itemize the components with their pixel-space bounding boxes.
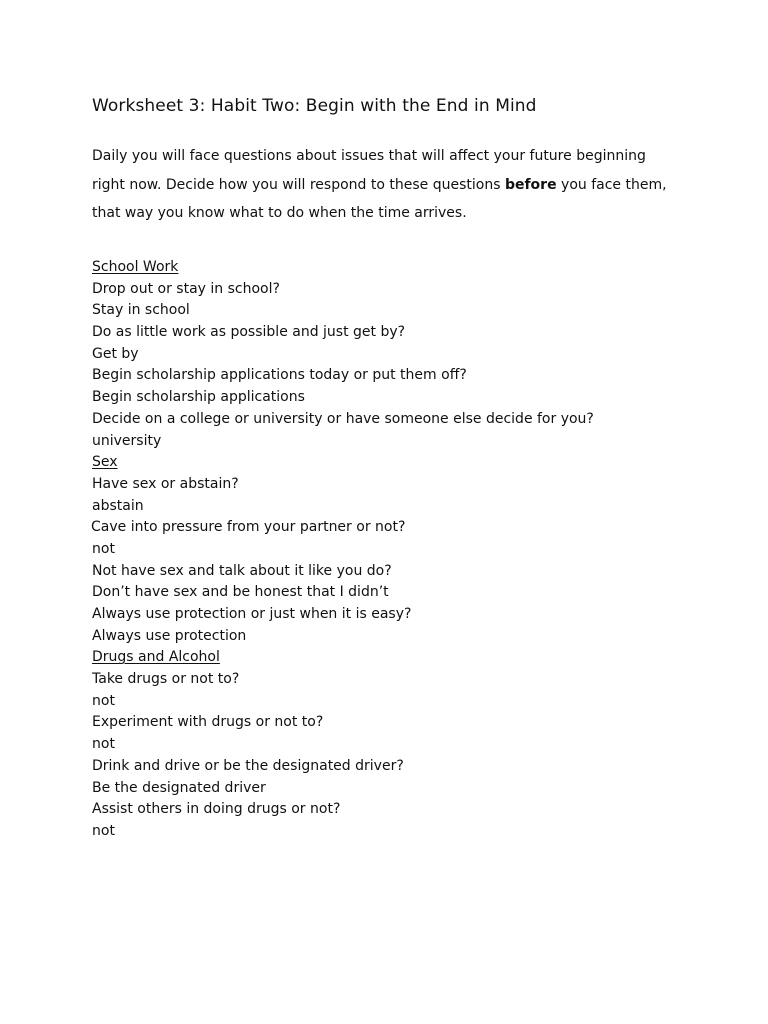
answer-line: not [92, 540, 115, 557]
answer-line: Begin scholarship applications [92, 389, 305, 406]
intro-line-3: that way you know what to do when the time arrives. [92, 205, 467, 221]
answer-line: Always use protection [92, 627, 247, 644]
intro-line-1: Daily you will face questions about issues that will affect your future beginning [92, 148, 646, 164]
answer-line: university [92, 432, 162, 449]
intro-emphasis-before: before [504, 176, 557, 193]
answer-line: not [92, 692, 115, 709]
answer-line: abstain [92, 497, 144, 514]
answer-line: Don’t have sex and be honest that I didn’t [92, 584, 389, 601]
intro-paragraph [92, 145, 692, 231]
answer-line: Be the designated driver [92, 779, 266, 796]
answer-line: Stay in school [92, 302, 190, 319]
answer-line: not [92, 822, 115, 839]
question-list [92, 257, 712, 843]
question-line: Drop out or stay in school? [92, 280, 280, 297]
section-heading-sex: Sex [92, 454, 118, 471]
answer-line: Get by [92, 345, 139, 362]
intro-line-2 [92, 174, 692, 203]
section-heading-drugs-and-alcohol: Drugs and Alcohol [92, 649, 220, 666]
question-line: Take drugs or not to? [92, 671, 240, 688]
intro-line-2-end: you face them, [556, 176, 667, 193]
question-line: Begin scholarship applications today or put them off? [92, 367, 467, 384]
question-line: Drink and drive or be the designated driver? [92, 757, 404, 774]
question-line: Not have sex and talk about it like you do? [92, 562, 392, 579]
question-line: Assist others in doing drugs or not? [92, 801, 341, 818]
question-line: Do as little work as possible and just get by? [92, 324, 406, 341]
intro-line-2-start: right now. Decide how you will respond to these questions [92, 176, 505, 193]
question-line: Cave into pressure from your partner or not? [91, 519, 406, 536]
section-heading-school-work: School Work [92, 259, 179, 275]
page-title: Worksheet 3: Habit Two: Begin with the End in Mind [92, 96, 537, 116]
question-line: Have sex or abstain? [92, 475, 239, 492]
question-line: Decide on a college or university or have someone else decide for you? [92, 410, 594, 427]
question-line: Always use protection or just when it is easy? [92, 606, 412, 622]
question-line: Experiment with drugs or not to? [92, 714, 324, 731]
answer-line: not [92, 736, 115, 753]
